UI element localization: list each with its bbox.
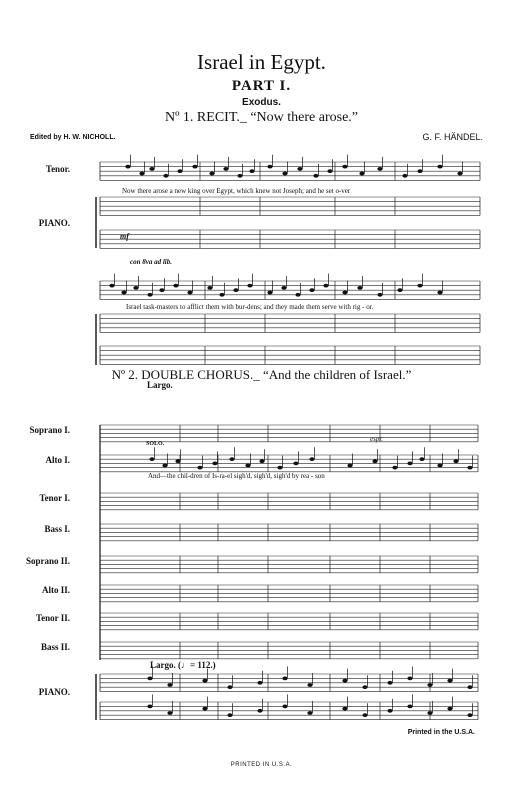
editor-credit: Edited by H. W. NICHOLL. — [30, 134, 116, 141]
piano-3-treble-notehead — [147, 677, 152, 681]
tenor-2-notehead — [247, 284, 252, 288]
tenor-1-notehead — [177, 169, 182, 173]
tenor-2-notehead — [417, 284, 422, 288]
alto-1-notehead — [309, 457, 314, 461]
tenor-2-notehead — [281, 286, 286, 290]
piano-3-bass-notehead — [202, 707, 207, 711]
tenor-1-notehead — [402, 174, 407, 178]
alto-1-notehead — [149, 457, 154, 461]
lyrics-line-1: Now there arose a new king over Egypt, which knew not Joseph; and he set o-ver — [122, 187, 351, 195]
piano-3-treble-notehead — [427, 683, 432, 687]
tenor-1-notehead — [327, 169, 332, 173]
footer-printed: PRINTED IN U.S.A. — [230, 762, 293, 768]
tenor-2-notehead — [309, 288, 314, 292]
piano-3-bass-notehead — [257, 709, 262, 713]
tenor-1-notehead — [377, 167, 382, 171]
alto-1-notehead — [347, 464, 352, 468]
piano-3-bass-notehead — [307, 711, 312, 715]
alto-1-notehead — [293, 462, 298, 466]
tenor-2-notehead — [357, 286, 362, 290]
piano-3-treble-notehead — [167, 683, 172, 687]
voice-alto-2: Alto II. — [41, 585, 70, 595]
piano-3-bass-notehead — [227, 713, 232, 717]
lyrics-line-2: Israel task-masters to afflict them with bur-dens; and they made them serve with rig - or. — [126, 303, 374, 311]
alto-1-notehead — [175, 459, 180, 463]
composer-credit: G. F. HÄNDEL. — [422, 132, 483, 142]
tenor-2-notehead — [437, 291, 442, 295]
tenor-2-notehead — [233, 288, 238, 292]
tenor-1-notehead — [457, 172, 462, 176]
piano-3-treble-notehead — [387, 681, 392, 685]
tenor-1-notehead — [163, 174, 168, 178]
tenor-2-notehead — [109, 284, 114, 288]
piano-3-treble-notehead — [342, 679, 347, 683]
piano-label-1: PIANO. — [38, 218, 70, 228]
alto-1-notehead — [419, 457, 424, 461]
piano-3-treble-notehead — [447, 679, 452, 683]
section-subtitle: Exodus. — [242, 97, 281, 108]
tenor-1-notehead — [223, 167, 228, 171]
tenor-1-notehead — [192, 165, 197, 169]
alto-1-notehead — [453, 459, 458, 463]
tenor-1-notehead — [125, 165, 130, 169]
piano-3-bass-notehead — [147, 705, 152, 709]
tenor-2-notehead — [377, 293, 382, 297]
tenor-1-notehead — [297, 167, 302, 171]
piano-label-2: PIANO. — [38, 687, 70, 697]
piano-3-treble-notehead — [362, 685, 367, 689]
tenor-2-notehead — [397, 288, 402, 292]
tenor-2-notehead — [121, 291, 126, 295]
tenor-2-notehead — [147, 293, 152, 297]
alto-1-notehead — [229, 457, 234, 461]
piano-3-treble-notehead — [257, 681, 262, 685]
alto-1-notehead — [437, 464, 442, 468]
voice-tenor-2: Tenor II. — [35, 613, 70, 623]
tenor-1-notehead — [237, 174, 242, 178]
piano-3-bass-notehead — [447, 707, 452, 711]
tenor-1-notehead — [359, 172, 364, 176]
tempo-marking: Largo. — [147, 380, 173, 390]
tenor-1-notehead — [267, 165, 272, 169]
tenor-2-notehead — [267, 291, 272, 295]
tenor-1-notehead — [282, 172, 287, 176]
printed-in-usa-note: Printed in the U.S.A. — [407, 729, 475, 736]
alto-1-notehead — [392, 466, 397, 470]
no1-heading: Nº 1. RECIT._ “Now there arose.” — [164, 110, 359, 125]
voice-alto-1: Alto I. — [45, 455, 70, 465]
alto-1-notehead — [372, 459, 377, 463]
no2-heading: Nº 2. DOUBLE CHORUS._ “And the children of Israel.” — [111, 367, 412, 382]
alto-1-notehead — [467, 466, 472, 470]
solo-marking: SOLO. — [146, 441, 165, 447]
alto-1-notehead — [197, 466, 202, 470]
piano-3-bass-notehead — [342, 707, 347, 711]
dynamic-mf: mf — [120, 232, 129, 241]
piano-3-treble-notehead — [282, 677, 287, 681]
voice-bass-2: Bass II. — [40, 642, 70, 652]
alto-1-notehead — [245, 464, 250, 468]
tenor-2-notehead — [342, 291, 347, 295]
piano-3-bass-notehead — [467, 713, 472, 717]
voice-tenor-1: Tenor I. — [39, 493, 70, 503]
tenor-2-notehead — [187, 291, 192, 295]
tenor-2-notehead — [133, 286, 138, 290]
piano-3-bass-notehead — [167, 711, 172, 715]
tenor-2-notehead — [219, 293, 224, 297]
voice-soprano-2: Soprano II. — [25, 556, 70, 566]
tenor-2-notehead — [207, 286, 212, 290]
voice-bass-1: Bass I. — [44, 524, 70, 534]
alto-1-notehead — [212, 462, 217, 466]
piano-3-bass-notehead — [427, 711, 432, 715]
tenor-1-notehead — [437, 165, 442, 169]
tenor-1-notehead — [139, 172, 144, 176]
piano-3-treble-notehead — [202, 679, 207, 683]
tenor-1-notehead — [417, 169, 422, 173]
tenor-2-notehead — [173, 284, 178, 288]
tenor-1-notehead — [313, 174, 318, 178]
piano-3-treble-notehead — [407, 677, 412, 681]
alto-1-notehead — [259, 459, 264, 463]
piano-3-treble-notehead — [307, 683, 312, 687]
alto-1-notehead — [277, 466, 282, 470]
piano-3-bass-notehead — [407, 705, 412, 709]
alto-1-notehead — [162, 464, 167, 468]
part-heading: PART I. — [231, 78, 292, 94]
tenor-2-notehead — [159, 288, 164, 292]
con-8va-marking: con 8va ad lib. — [130, 258, 172, 266]
tenor-2-notehead — [323, 284, 328, 288]
tenor-1-notehead — [209, 172, 214, 176]
espr-marking: espr. — [370, 435, 384, 443]
tenor-label: Tenor. — [45, 164, 70, 174]
tenor-1-notehead — [249, 169, 254, 173]
tenor-2-notehead — [295, 293, 300, 297]
piano-3-bass-notehead — [282, 705, 287, 709]
piano-tempo-marking: Largo. (♩= 112.) — [150, 660, 216, 670]
lyrics-alto: And—the chil-dren of Is-ra-el sigh'd, sigh'd, sigh'd by rea - son — [148, 472, 325, 480]
piece-title: Israel in Egypt. — [197, 50, 326, 74]
piano-3-bass-notehead — [387, 709, 392, 713]
tenor-1-notehead — [149, 167, 154, 171]
tenor-1-notehead — [342, 165, 347, 169]
piano-3-bass-notehead — [362, 713, 367, 717]
alto-1-notehead — [407, 462, 412, 466]
piano-3-treble-notehead — [467, 685, 472, 689]
voice-soprano-1: Soprano I. — [29, 425, 70, 435]
piano-3-treble-notehead — [227, 685, 232, 689]
